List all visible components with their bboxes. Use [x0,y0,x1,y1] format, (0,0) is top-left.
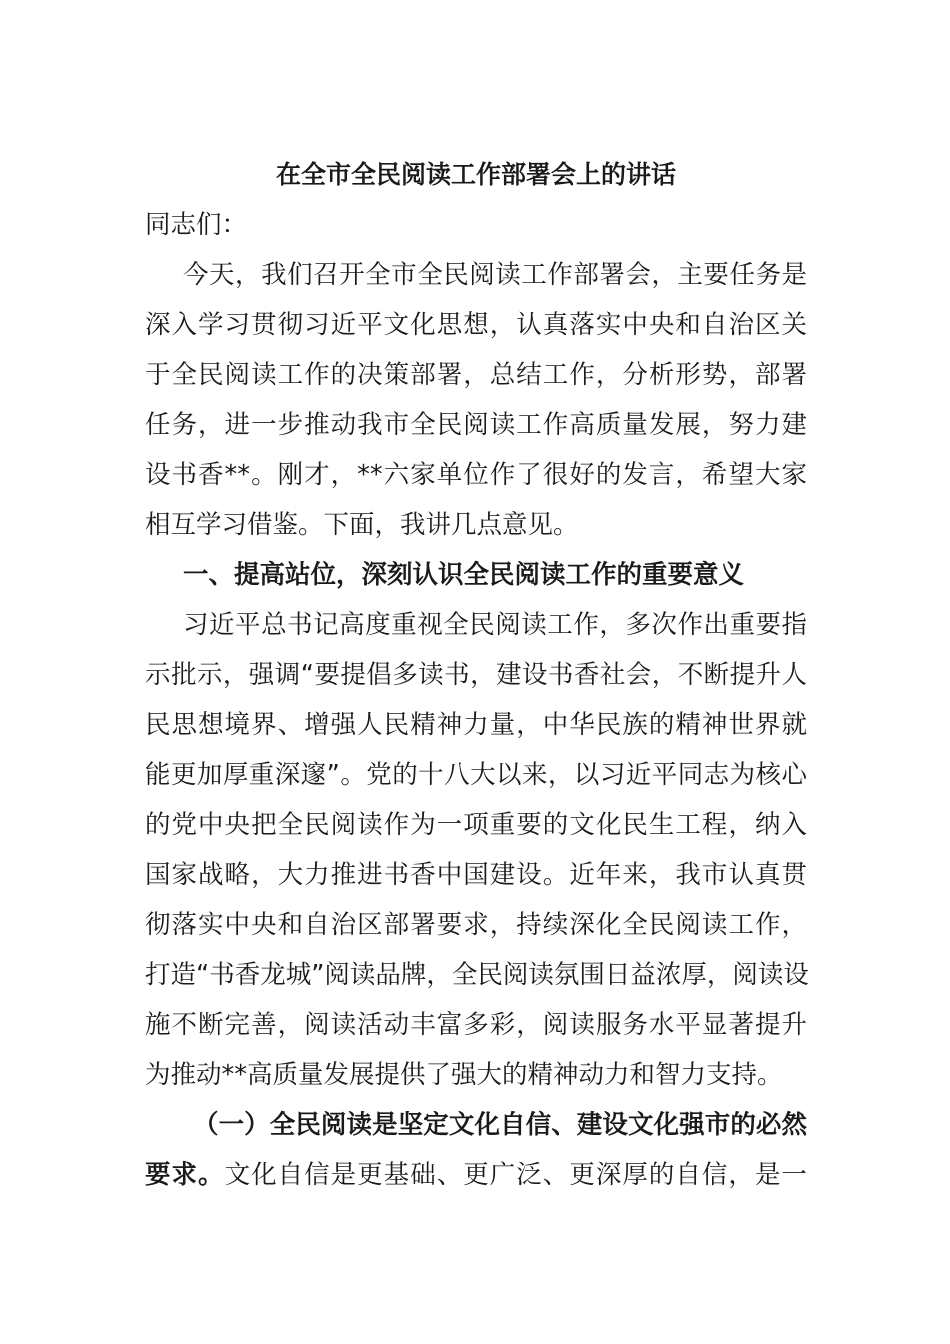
document-page [145,150,807,1200]
section-heading: 一、提高站位，深刻认识全民阅读工作的重要意义 [183,560,745,590]
salutation: 同志们： [145,210,248,240]
body-line: 民思想境界、增强人民精神力量，中华民族的精神世界就 [145,710,807,740]
body-line: 国家战略，大力推进书香中国建设。近年来，我市认真贯 [145,860,807,890]
intro-line: 任务，进一步推动我市全民阅读工作高质量发展，努力建 [145,410,807,440]
body-line: 彻落实中央和自治区部署要求，持续深化全民阅读工作， [145,910,807,940]
intro-line: 今天，我们召开全市全民阅读工作部署会，主要任务是 [183,260,807,290]
body-line: 为推动**高质量发展提供了强大的精神动力和智力支持。 [145,1060,783,1090]
intro-line: 相互学习借鉴。下面，我讲几点意见。 [145,510,579,540]
body-line: 施不断完善，阅读活动丰富多彩，阅读服务水平显著提升 [145,1010,807,1040]
body-line: 的党中央把全民阅读作为一项重要的文化民生工程，纳入 [145,810,807,840]
body-line: 习近平总书记高度重视全民阅读工作，多次作出重要指 [183,610,807,640]
document-title: 在全市全民阅读工作部署会上的讲话 [275,160,676,189]
intro-line: 设书香**。刚才，**六家单位作了很好的发言，希望大家 [145,460,807,490]
subsection-heading: （一）全民阅读是坚定文化自信、建设文化强市的必然 [193,1110,807,1140]
body-line: 能更加厚重深邃”。党的十八大以来，以习近平同志为核心 [145,760,807,790]
subsection-line [145,1150,807,1200]
intro-line: 于全民阅读工作的决策部署，总结工作，分析形势，部署 [145,360,807,390]
subsection-heading-tail: 要求。 [145,1160,225,1190]
subsection-text: 文化自信是更基础、更广泛、更深厚的自信，是一 [224,1160,807,1190]
body-line: 打造“书香龙城”阅读品牌，全民阅读氛围日益浓厚，阅读设 [145,960,809,990]
intro-paragraph [145,250,807,550]
body-line: 示批示，强调“要提倡多读书，建设书香社会，不断提升人 [145,660,807,690]
section1-paragraph [145,600,807,1100]
intro-line: 深入学习贯彻习近平文化思想，认真落实中央和自治区关 [145,310,807,340]
subsection1-paragraph [145,1100,807,1200]
